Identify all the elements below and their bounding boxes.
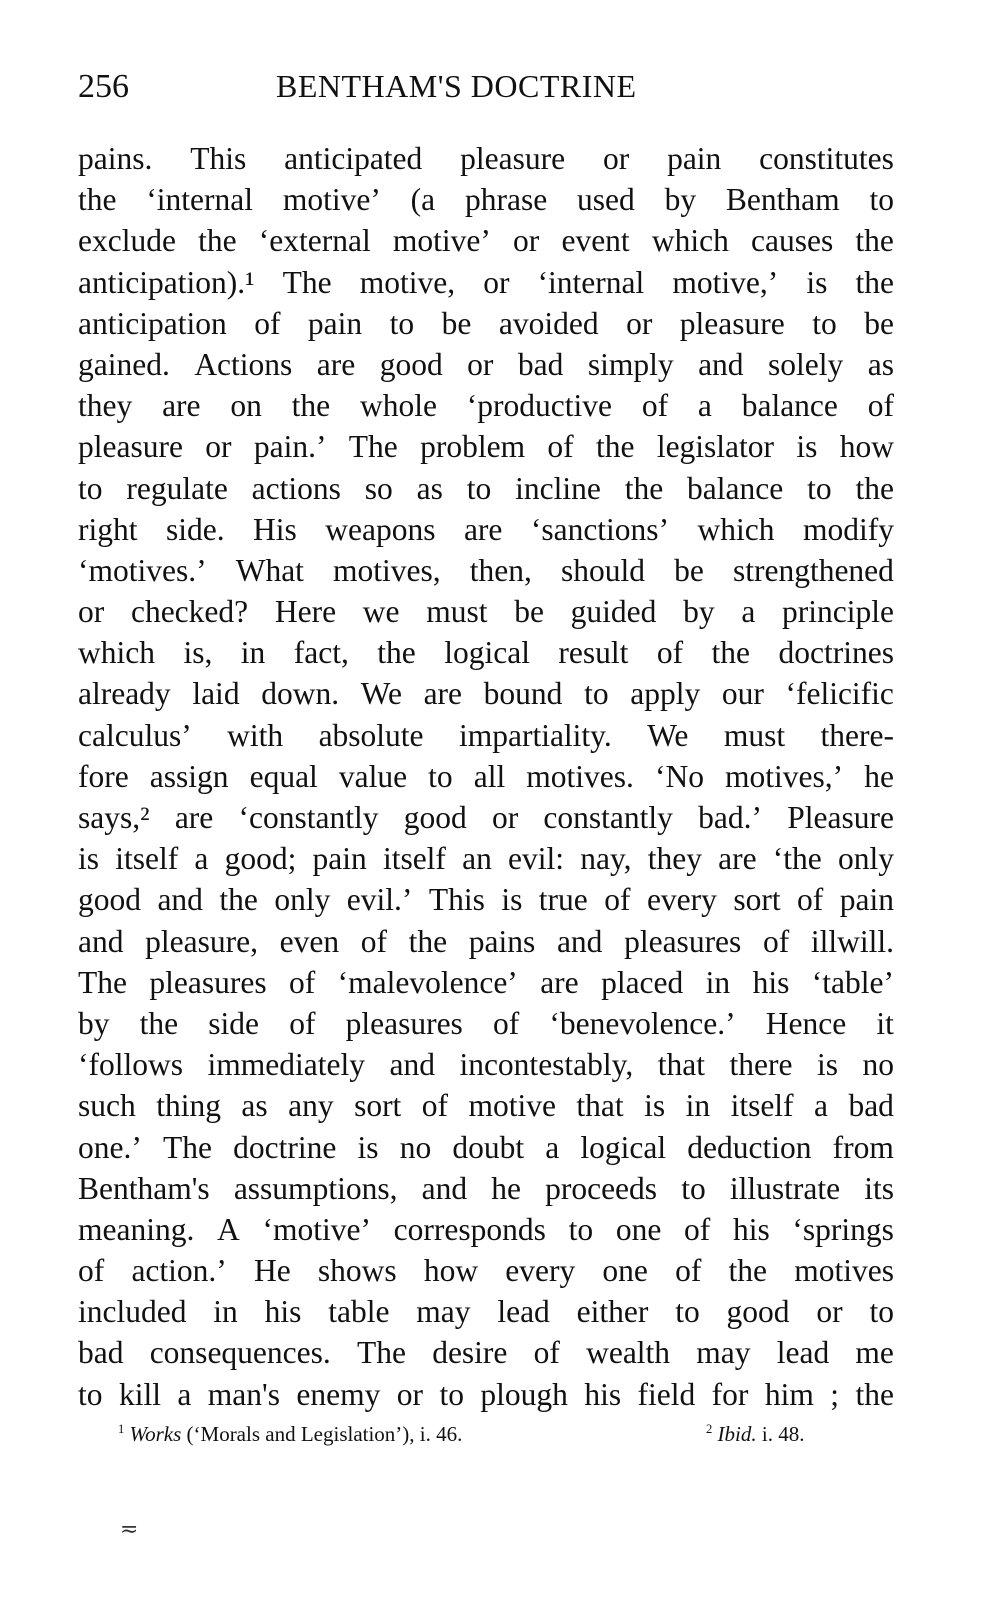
text-line: right side. His weapons are ‘sanctions’ which modify — [78, 511, 894, 547]
text-line: ‘follows immediately and incontestably, that there is no — [78, 1047, 894, 1083]
text-line: one.’ The doctrine is no doubt a logical deduction from — [78, 1129, 894, 1165]
page-number: 256 — [78, 68, 129, 105]
text-line: the ‘internal motive’ (a phrase used by Bentham to — [78, 182, 894, 218]
text-line: calculus’ with absolute impartiality. We must there- — [78, 717, 894, 753]
text-line: or checked? Here we must be guided by a principle — [78, 594, 894, 630]
footnote-2 — [706, 1422, 804, 1447]
text-line: meaning. A ‘motive’ corresponds to one of his ‘springs — [78, 1211, 894, 1247]
text-line: such thing as any sort of motive that is in itself a bad — [78, 1088, 894, 1124]
running-title: BENTHAM'S DOCTRINE — [276, 68, 637, 104]
stray-mark: ≂ — [120, 1516, 139, 1541]
text-line: of action.’ He shows how every one of the motives — [78, 1253, 894, 1289]
text-line: pains. This anticipated pleasure or pain constitutes — [78, 141, 894, 176]
text-line: already laid down. We are bound to apply our ‘felicific — [78, 676, 894, 712]
text-line: by the side of pleasures of ‘benevolence.’ Hence it — [78, 1005, 894, 1041]
text-line: pleasure or pain.’ The problem of the legislator is how — [78, 429, 894, 465]
text-line: they are on the whole ‘productive of a balance of — [78, 388, 894, 424]
text-line: bad consequences. The desire of wealth may lead me — [78, 1335, 894, 1371]
text-line: and pleasure, even of the pains and pleasures of illwill. — [78, 923, 894, 959]
text-line: which is, in fact, the logical result of the doctrines — [78, 635, 894, 671]
footnote-1 — [118, 1422, 462, 1447]
footnote-source: Ibid. — [717, 1422, 757, 1446]
footnote-source: Works — [129, 1422, 182, 1446]
text-line: good and the only evil.’ This is true of every sort of pain — [78, 882, 894, 918]
text-line: to kill a man's enemy or to plough his field for him ; the — [78, 1376, 894, 1412]
text-line: fore assign equal value to all motives. ‘No motives,’ he — [78, 758, 894, 794]
text-line: Bentham's assumptions, and he proceeds to illustrate its — [78, 1170, 894, 1206]
text-line: ‘motives.’ What motives, then, should be strengthened — [78, 552, 894, 588]
footnote-mark: 2 — [706, 1422, 713, 1436]
text-line: says,² are ‘constantly good or constantly bad.’ Pleasure — [78, 800, 894, 835]
text-line: The pleasures of ‘malevolence’ are placed in his ‘table’ — [78, 964, 894, 1000]
body-text — [78, 138, 894, 1415]
footnote-text: (‘Morals and Legislation’), i. 46. — [181, 1422, 463, 1446]
text-line: included in his table may lead either to good or to — [78, 1294, 894, 1330]
page-header — [78, 68, 938, 118]
text-line: to regulate actions so as to incline the balance to the — [78, 470, 894, 506]
text-line: anticipation).¹ The motive, or ‘internal motive,’ is the — [78, 264, 894, 300]
footnote-mark: 1 — [118, 1422, 125, 1436]
text-line: exclude the ‘external motive’ or event which causes the — [78, 223, 894, 259]
text-line: anticipation of pain to be avoided or pleasure to be — [78, 305, 894, 341]
footnote-text: i. 48. — [756, 1422, 805, 1446]
text-line: is itself a good; pain itself an evil: nay, they are ‘the only — [78, 841, 894, 877]
text-line: gained. Actions are good or bad simply and solely as — [78, 346, 894, 382]
